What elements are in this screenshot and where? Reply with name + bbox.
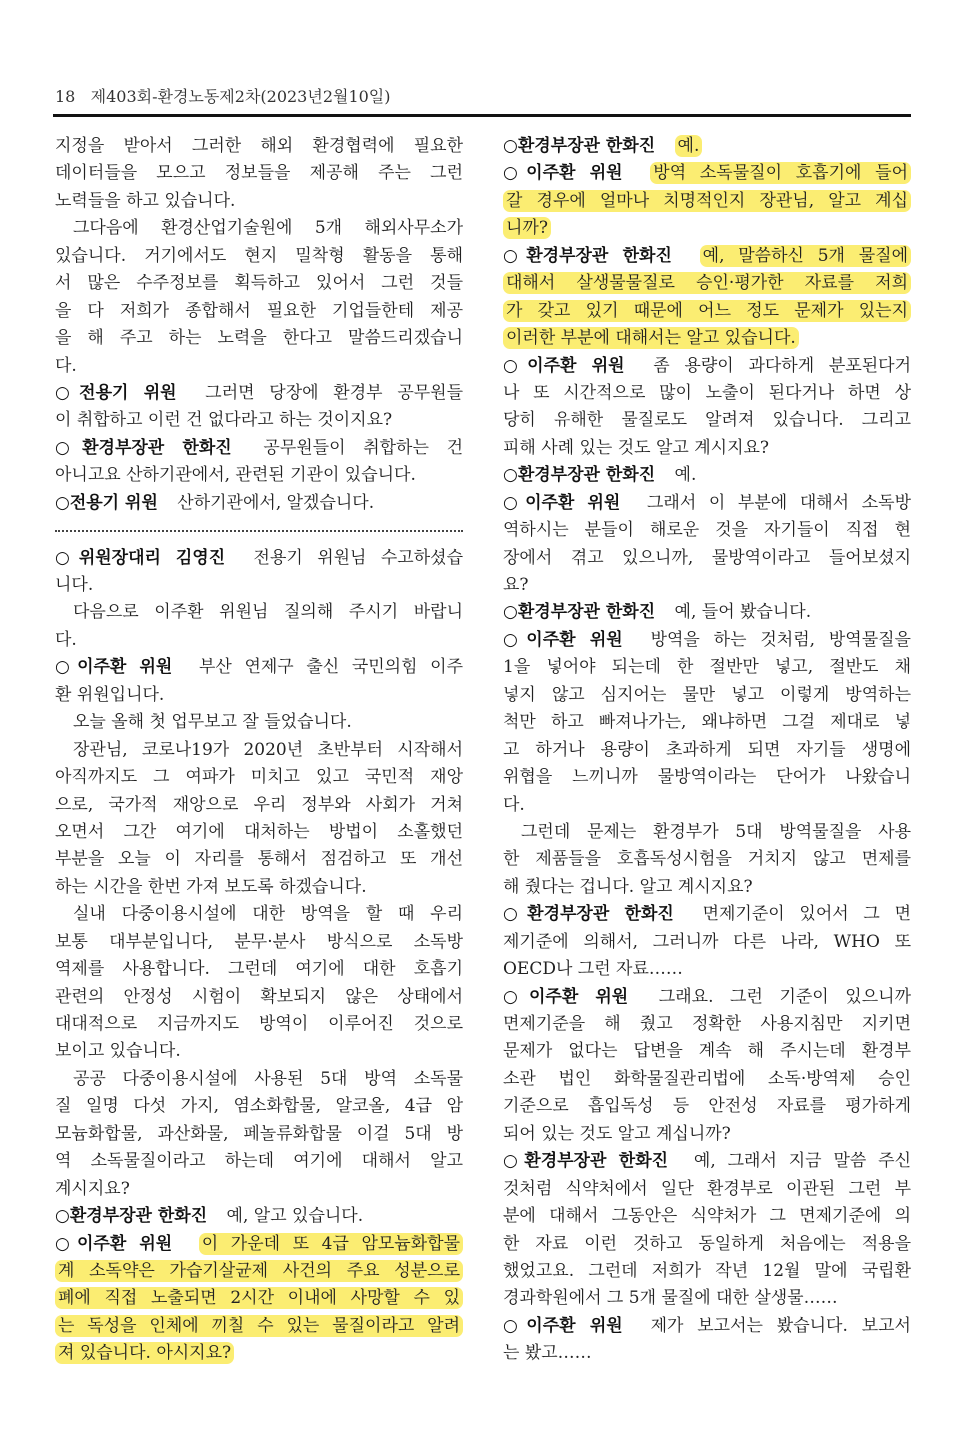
text-line bbox=[503, 160, 911, 187]
paragraph bbox=[55, 901, 463, 1066]
line-text: 한 자료 이런 것하고 동일하게 처음에는 적용을 bbox=[503, 1233, 911, 1254]
line-text: 을 다 저희가 종합해서 필요한 기업들한테 제공 bbox=[55, 300, 463, 321]
line-text: 데이터들을 모으고 정보들을 제공해 주는 그런 bbox=[55, 163, 463, 184]
speech-block bbox=[503, 1148, 911, 1313]
speaker-name: ○환경부장관 한화진 bbox=[503, 1151, 669, 1172]
text-line bbox=[55, 1093, 463, 1120]
highlighted-text: 예. bbox=[675, 135, 703, 157]
speaker-name: ○이주환 위원 bbox=[503, 163, 623, 184]
line-text: 해 줬다는 겁니다. 알고 계시지요? bbox=[503, 876, 753, 897]
speech-block bbox=[55, 654, 463, 709]
text-line bbox=[503, 1038, 911, 1065]
right-column bbox=[503, 133, 911, 1368]
line-text: 그래서 이 부분에 대해서 소독방 bbox=[646, 492, 911, 513]
text-line bbox=[503, 627, 911, 654]
text-line bbox=[503, 819, 911, 846]
text-line bbox=[55, 984, 463, 1011]
text-line bbox=[55, 490, 463, 517]
text-line bbox=[55, 1121, 463, 1148]
line-text: 다. bbox=[55, 355, 77, 376]
highlighted-text: 가 갖고 있기 때문에 어느 정도 문제가 있는지 bbox=[503, 300, 911, 322]
text-line bbox=[55, 956, 463, 983]
speaker-name: ○전용기 위원 bbox=[55, 492, 158, 513]
line-text: 지정을 받아서 그러한 해외 환경협력에 필요한 bbox=[55, 136, 463, 156]
highlighted-text: 져 있습니다. 아시지요? bbox=[55, 1342, 234, 1364]
speaker-name: ○이주환 위원 bbox=[503, 629, 623, 650]
line-text: 것처럼 식약처에서 일단 환경부로 이관된 그런 부 bbox=[503, 1178, 911, 1199]
speaker-name: ○환경부장관 한화진 bbox=[55, 437, 232, 458]
speech-block bbox=[503, 627, 911, 819]
line-text: 면제기준을 해 줬고 정확한 사용지침만 지키면 bbox=[503, 1014, 911, 1034]
text-line bbox=[55, 654, 463, 681]
line-text: 장관님, 코로나19가 2020년 초반부터 시작해서 bbox=[73, 739, 463, 760]
speech-block bbox=[503, 1313, 911, 1368]
text-line bbox=[503, 1340, 911, 1367]
text-line bbox=[55, 160, 463, 187]
line-text: 부산 연제구 출신 국민의힘 이주 bbox=[198, 657, 463, 678]
line-text: 니다. bbox=[55, 575, 94, 595]
line-text: 실내 다중이용시설에 대한 방역을 할 때 우리 bbox=[73, 904, 463, 925]
text-line bbox=[55, 435, 463, 462]
left-column bbox=[55, 133, 463, 1368]
line-text: 면제기준이 있어서 그 면 bbox=[702, 904, 912, 925]
line-text: 위협을 느끼니까 물방역이라는 단어가 나왔습니 bbox=[503, 767, 911, 788]
text-line bbox=[503, 1011, 911, 1038]
line-text: 있습니다. 거기에서도 현지 밀착형 활동을 통해 bbox=[55, 245, 463, 266]
highlighted-text: 대해서 살생물물질로 승인·평가한 자료를 저희 bbox=[503, 272, 911, 294]
line-text: 부분을 오늘 이 자리를 통해서 점검하고 또 개선 bbox=[55, 849, 463, 870]
text-line bbox=[55, 737, 463, 764]
text-line bbox=[55, 874, 463, 901]
text-line bbox=[503, 682, 911, 709]
text-line bbox=[55, 545, 463, 572]
text-line bbox=[503, 1313, 911, 1340]
text-line bbox=[55, 929, 463, 956]
line-text: 나 또 시간적으로 많이 노출이 된다거나 하면 상 bbox=[503, 382, 911, 403]
line-text: 전용기 위원님 수고하셨습 bbox=[253, 547, 463, 568]
text-line bbox=[55, 846, 463, 873]
line-text: 역 소독물질이라고 하는데 여기에 대해서 알고 bbox=[55, 1151, 463, 1172]
text-line bbox=[503, 1258, 911, 1285]
speaker-name: ○이주환 위원 bbox=[55, 657, 173, 678]
text-line bbox=[503, 1203, 911, 1230]
text-line bbox=[503, 874, 911, 901]
line-text: 그러면 당장에 환경부 공무원들 bbox=[205, 382, 464, 403]
line-text: 보통 대부분입니다, 분무·분사 방식으로 소독방 bbox=[55, 931, 463, 952]
text-line bbox=[503, 984, 911, 1011]
highlighted-text: 갈 경우에 얼마나 치명적인지 장관님, 알고 계십 bbox=[503, 190, 911, 212]
text-line bbox=[55, 819, 463, 846]
speech-block bbox=[503, 490, 911, 600]
line-text: 역제를 사용합니다. 그런데 여기에 대한 호흡기 bbox=[55, 959, 463, 980]
line-text: 역하시는 분들이 해로운 것을 자기들이 직접 현 bbox=[503, 520, 911, 541]
text-line bbox=[55, 1231, 463, 1258]
highlighted-text: 폐에 직접 노출되면 2시간 이내에 사망할 수 있 bbox=[55, 1287, 463, 1309]
speaker-name: ○위원장대리 김영진 bbox=[55, 547, 226, 568]
speaker-name: ○환경부장관 한화진 bbox=[503, 602, 656, 623]
text-line bbox=[503, 133, 911, 160]
line-text: 오늘 올해 첫 업무보고 잘 들었습니다. bbox=[73, 712, 352, 733]
speech-block bbox=[55, 1231, 463, 1368]
speech-block bbox=[55, 490, 463, 517]
text-line bbox=[503, 188, 911, 215]
speech-block bbox=[503, 133, 911, 160]
text-line bbox=[55, 353, 463, 380]
line-text: 서 많은 수주정보를 획득하고 있어서 그런 것들 bbox=[55, 273, 463, 294]
highlighted-text: 예, 말씀하신 5개 물질에 bbox=[700, 245, 911, 267]
line-text: 제기준에 의해서, 그러니까 다른 나라, WHO 또 bbox=[503, 931, 911, 952]
paragraph bbox=[503, 819, 911, 901]
text-line bbox=[55, 243, 463, 270]
line-text: 다. bbox=[503, 794, 525, 815]
line-text: 방역을 하는 것처럼, 방역물질을 bbox=[650, 629, 911, 650]
text-line bbox=[503, 1176, 911, 1203]
paragraph bbox=[55, 599, 463, 654]
text-line bbox=[55, 462, 463, 489]
line-text: 오면서 그간 여기에 대처하는 방법이 소홀했던 bbox=[55, 821, 463, 842]
speaker-name: ○환경부장관 한화진 bbox=[503, 245, 672, 266]
line-text: 아니고요 산하기관에서, 관련된 기관이 있습니다. bbox=[55, 465, 416, 486]
speaker-name: ○이주환 위원 bbox=[503, 355, 625, 376]
speech-block bbox=[503, 901, 911, 983]
text-line bbox=[503, 462, 911, 489]
text-line bbox=[503, 298, 911, 325]
highlighted-text: 이러한 부분에 대해서는 알고 있습니다. bbox=[503, 327, 799, 349]
header-rule bbox=[53, 114, 911, 117]
text-line bbox=[503, 1285, 911, 1312]
text-line bbox=[503, 490, 911, 517]
line-text: OECD나 그런 자료…… bbox=[503, 959, 683, 980]
line-text: 다. bbox=[55, 629, 77, 650]
text-line bbox=[55, 627, 463, 654]
paragraph bbox=[55, 1066, 463, 1203]
text-line bbox=[55, 133, 463, 160]
line-text: 계시지요? bbox=[55, 1178, 130, 1199]
text-line bbox=[55, 1176, 463, 1203]
speaker-name: ○이주환 위원 bbox=[503, 492, 621, 513]
text-line bbox=[503, 1121, 911, 1148]
line-text: 관련의 안정성 시험이 확보되지 않은 상태에서 bbox=[55, 986, 463, 1007]
text-line bbox=[55, 407, 463, 434]
line-text: 아직까지도 그 여파가 미치고 있고 국민적 재앙 bbox=[55, 767, 463, 788]
text-line bbox=[55, 1258, 463, 1285]
speaker-name: ○전용기 위원 bbox=[55, 382, 177, 403]
line-text: 고 하거나 용량이 초과하게 되면 자기들 생명에 bbox=[503, 739, 911, 760]
line-text: 보이고 있습니다. bbox=[55, 1041, 181, 1062]
speech-block bbox=[55, 545, 463, 600]
highlighted-text: 방역 소독물질이 호흡기에 들어 bbox=[650, 162, 911, 184]
text-line bbox=[503, 572, 911, 599]
line-text: 넣지 않고 심지어는 물만 넣고 이렇게 방역하는 bbox=[503, 684, 911, 705]
text-line bbox=[503, 764, 911, 791]
text-line bbox=[55, 1285, 463, 1312]
line-text: 되어 있는 것도 알고 계십니까? bbox=[503, 1123, 731, 1144]
speech-block bbox=[503, 353, 911, 463]
line-text: 좀 용량이 과다하게 분포된다거 bbox=[653, 355, 912, 376]
speech-block bbox=[503, 243, 911, 353]
text-line bbox=[503, 270, 911, 297]
speech-block bbox=[55, 1203, 463, 1230]
line-text: 경과학원에서 그 5개 물질에 대한 살생물…… bbox=[503, 1288, 838, 1309]
text-line bbox=[503, 1148, 911, 1175]
paragraph bbox=[55, 709, 463, 736]
text-line bbox=[55, 215, 463, 242]
line-text: 하는 시간을 한번 가져 보도록 하겠습니다. bbox=[55, 876, 367, 897]
line-text: 장에서 겪고 있으니까, 물방역이라고 들어보셨지 bbox=[503, 547, 911, 568]
text-line bbox=[503, 325, 911, 352]
line-text: 예, 알고 있습니다. bbox=[226, 1206, 364, 1227]
speaker-name: ○이주환 위원 bbox=[503, 986, 629, 1007]
line-text: 이 취합하고 이런 건 없다라고 하는 것이지요? bbox=[55, 410, 393, 431]
text-line bbox=[503, 407, 911, 434]
text-line bbox=[55, 380, 463, 407]
text-line bbox=[503, 1231, 911, 1258]
highlighted-text: 계 소독약은 가습기살균제 사건의 주요 성분으로 bbox=[55, 1260, 463, 1282]
line-text: 는 봤고…… bbox=[503, 1343, 592, 1364]
text-line bbox=[55, 188, 463, 215]
line-text: 으로, 국가적 재앙으로 우리 정부와 사회가 거쳐 bbox=[55, 794, 463, 815]
text-line bbox=[503, 1066, 911, 1093]
text-line bbox=[55, 1340, 463, 1367]
text-line bbox=[503, 956, 911, 983]
speaker-name: ○이주환 위원 bbox=[55, 1233, 173, 1254]
speaker-name: ○환경부장관 한화진 bbox=[55, 1206, 208, 1227]
line-text: 소관 법인 화학물질관리법에 소독·방역제 승인 bbox=[503, 1068, 911, 1089]
text-line bbox=[503, 737, 911, 764]
text-line bbox=[503, 517, 911, 544]
text-line bbox=[503, 545, 911, 572]
line-text: 그런데 문제는 환경부가 5대 방역물질을 사용 bbox=[521, 821, 911, 842]
text-line bbox=[55, 1011, 463, 1038]
line-text: 다음으로 이주환 위원님 질의해 주시기 바랍니 bbox=[73, 602, 463, 623]
text-line bbox=[55, 1038, 463, 1065]
line-text: 당히 유해한 물질로도 알려져 있습니다. 그리고 bbox=[503, 410, 911, 431]
line-text: 기준으로 흡입독성 등 안전성 자료를 평가하게 bbox=[503, 1096, 911, 1117]
text-line bbox=[55, 764, 463, 791]
speech-block bbox=[503, 984, 911, 1149]
page-header bbox=[55, 84, 391, 107]
page-number: 18 bbox=[55, 87, 76, 106]
line-text: 노력들을 하고 있습니다. bbox=[55, 190, 236, 211]
highlighted-text: 는 독성을 인체에 끼칠 수 있는 물질이라고 알려 bbox=[55, 1315, 463, 1337]
session-title: 제403회-환경노동제2차(2023년2월10일) bbox=[90, 87, 391, 106]
text-line bbox=[55, 1066, 463, 1093]
text-line bbox=[503, 435, 911, 462]
section-divider bbox=[55, 517, 463, 544]
speaker-name: ○환경부장관 한화진 bbox=[503, 904, 674, 925]
highlighted-text: 이 가운데 또 4급 암모늄화합물 bbox=[199, 1233, 463, 1255]
text-line bbox=[503, 792, 911, 819]
line-text: 질 일명 다섯 가지, 염소화합물, 알코올, 4급 암 bbox=[55, 1096, 463, 1117]
text-line bbox=[55, 709, 463, 736]
text-line bbox=[503, 929, 911, 956]
text-line bbox=[55, 1313, 463, 1340]
text-line bbox=[55, 682, 463, 709]
text-line bbox=[55, 325, 463, 352]
text-line bbox=[55, 1148, 463, 1175]
line-text: 공공 다중이용시설에 사용된 5대 방역 소독물 bbox=[73, 1068, 463, 1089]
speaker-name: ○환경부장관 한화진 bbox=[503, 136, 656, 156]
line-text: 요? bbox=[503, 575, 529, 595]
text-line bbox=[503, 380, 911, 407]
line-text: 환 위원입니다. bbox=[55, 684, 165, 705]
paragraph bbox=[55, 133, 463, 215]
line-text: 척만 하고 빠져나가는, 왜냐하면 그걸 제대로 넣 bbox=[503, 712, 911, 733]
text-line bbox=[503, 901, 911, 928]
text-line bbox=[55, 270, 463, 297]
text-line bbox=[503, 709, 911, 736]
text-line bbox=[55, 572, 463, 599]
speech-block bbox=[503, 599, 911, 626]
text-line bbox=[55, 792, 463, 819]
line-text: 한 제품들을 호흡독성시험을 거치지 않고 면제를 bbox=[503, 849, 911, 870]
line-text: 그다음에 환경산업기술원에 5개 해외사무소가 bbox=[73, 218, 463, 239]
paragraph bbox=[55, 215, 463, 380]
text-line bbox=[503, 599, 911, 626]
line-text: 그래요. 그런 기준이 있으니까 bbox=[658, 986, 911, 1007]
text-line bbox=[503, 215, 911, 242]
line-text: 예. bbox=[674, 465, 697, 486]
speech-block bbox=[503, 462, 911, 489]
text-line bbox=[55, 298, 463, 325]
line-text: 대대적으로 지금까지도 방역이 이루어진 것으로 bbox=[55, 1014, 463, 1034]
text-line bbox=[55, 901, 463, 928]
speaker-name: ○환경부장관 한화진 bbox=[503, 465, 656, 486]
line-text: 예, 들어 봤습니다. bbox=[674, 602, 812, 623]
paragraph bbox=[55, 737, 463, 902]
text-line bbox=[503, 243, 911, 270]
speech-block bbox=[55, 435, 463, 490]
text-line bbox=[503, 846, 911, 873]
speech-block bbox=[503, 160, 911, 242]
line-text: 분에 대해서 그동안은 식약처가 그 면제기준에 의 bbox=[503, 1206, 911, 1227]
highlighted-text: 니까? bbox=[503, 217, 551, 239]
line-text: 공무원들이 취합하는 건 bbox=[263, 437, 464, 458]
text-line bbox=[503, 353, 911, 380]
text-line bbox=[503, 654, 911, 681]
speaker-name: ○이주환 위원 bbox=[503, 1315, 623, 1336]
line-text: 모늄화합물, 과산화물, 페놀류화합물 이걸 5대 방 bbox=[55, 1123, 463, 1144]
line-text: 1을 넣어야 되는데 한 절반만 넣고, 절반도 채 bbox=[503, 657, 911, 678]
speech-block bbox=[55, 380, 463, 435]
line-text: 산하기관에서, 알겠습니다. bbox=[177, 492, 375, 513]
line-text: 제가 보고서는 봤습니다. 보고서 bbox=[650, 1315, 911, 1336]
line-text: 피해 사례 있는 것도 알고 계시지요? bbox=[503, 437, 770, 458]
text-line bbox=[55, 599, 463, 626]
line-text: 했었고요. 그런데 저희가 작년 12월 말에 국립환 bbox=[503, 1260, 911, 1281]
line-text: 예, 그래서 지금 말씀 주신 bbox=[693, 1151, 911, 1172]
text-line bbox=[503, 1093, 911, 1120]
line-text: 을 해 주고 하는 노력을 한다고 말씀드리겠습니 bbox=[55, 328, 463, 349]
line-text: 문제가 없다는 답변을 계속 해 주시는데 환경부 bbox=[503, 1041, 911, 1062]
text-line bbox=[55, 1203, 463, 1230]
